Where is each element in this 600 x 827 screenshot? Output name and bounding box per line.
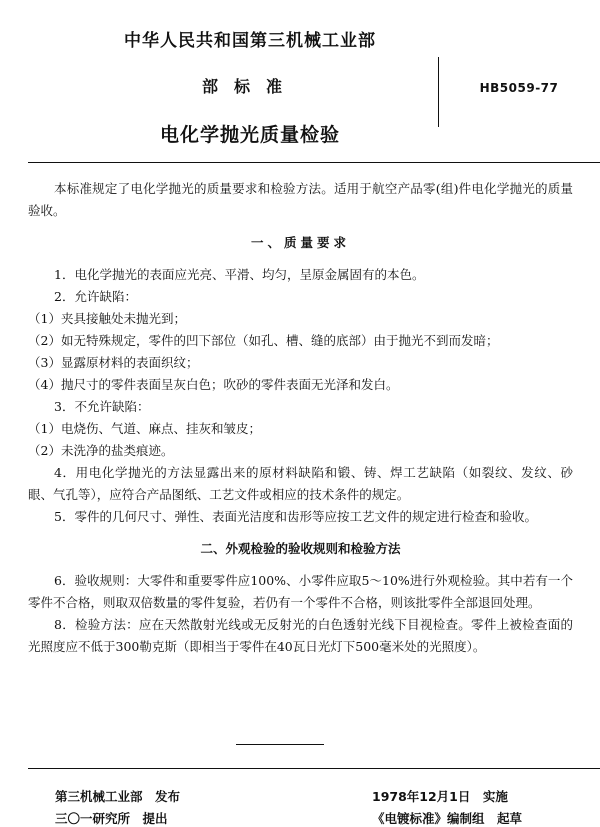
end-rule <box>236 744 324 745</box>
paragraph-5: 5．零件的几何尺寸、弹性、表面光洁度和齿形等应按工艺文件的规定进行检查和验收。 <box>54 509 537 524</box>
list-item: （2）如无特殊规定，零件的凹下部位（如孔、槽、缝的底部）由于抛光不到而发暗； <box>28 333 499 348</box>
list-item: （1）电烧伤、气道、麻点、挂灰和皱皮； <box>28 421 261 436</box>
standard-type: 部标准 <box>201 77 298 96</box>
header-divider <box>28 162 600 163</box>
section-1-heading: 一、质量要求 <box>250 235 350 250</box>
document-body <box>28 178 573 658</box>
list-item: 3．不允许缺陷： <box>54 399 150 414</box>
publisher-line: 第三机械工业部 发布 <box>55 789 181 804</box>
list-item: （4）抛尺寸的零件表面呈灰白色；吹砂的零件表面无光泽和发白。 <box>28 377 399 392</box>
list-item: （3）显露原材料的表面织纹； <box>28 355 199 370</box>
issue-date-line: 1978年12月1日 实施 <box>372 789 508 804</box>
standard-code: HB5059-77 <box>479 81 559 95</box>
paragraph-4: 4．用电化学抛光的方法显露出来的原材料缺陷和锻、铸、焊工艺缺陷（如裂纹、发纹、砂眼、气孔等），应符合产品图纸、工艺文件或相应的技术条件的规定。 <box>28 465 573 502</box>
footer-divider <box>28 768 600 769</box>
paragraph-6: 6．验收规则：大零件和重要零件应100%、小零件应取5～10%进行外观检验。其中若有一个零件不合格，则取双倍数量的零件复验，若仍有一个零件不合格，则该批零件全部退回处理。 <box>28 573 573 610</box>
paragraph-8: 8．检验方法：应在天然散射光线或无反射光的白色透射光线下目视检查。零件上被检查面的光照度应不低于300勒克斯（即相当于零件在40瓦日光灯下500毫米处的光照度）。 <box>28 617 573 654</box>
drafter-line: 《电镀标准》编制组 起草 <box>372 811 523 826</box>
section-2-heading: 二、外观检验的验收规则和检验方法 <box>200 541 401 556</box>
list-item: （1）夹具接触处未抛光到； <box>28 311 186 326</box>
list-item: 2．允许缺陷： <box>54 289 137 304</box>
list-item: （2）未洗净的盐类痕迹。 <box>28 443 174 458</box>
intro-paragraph: 本标准规定了电化学抛光的质量要求和检验方法。适用于航空产品零(组)件电化学抛光的质量验收。 <box>28 181 573 218</box>
proposer-line: 三〇一研究所 提出 <box>55 811 168 826</box>
list-item: 1．电化学抛光的表面应光亮、平滑、均匀，呈原金属固有的本色。 <box>54 267 425 282</box>
document-title: 电化学抛光质量检验 <box>159 124 340 146</box>
ministry-name: 中华人民共和国第三机械工业部 <box>124 31 376 51</box>
